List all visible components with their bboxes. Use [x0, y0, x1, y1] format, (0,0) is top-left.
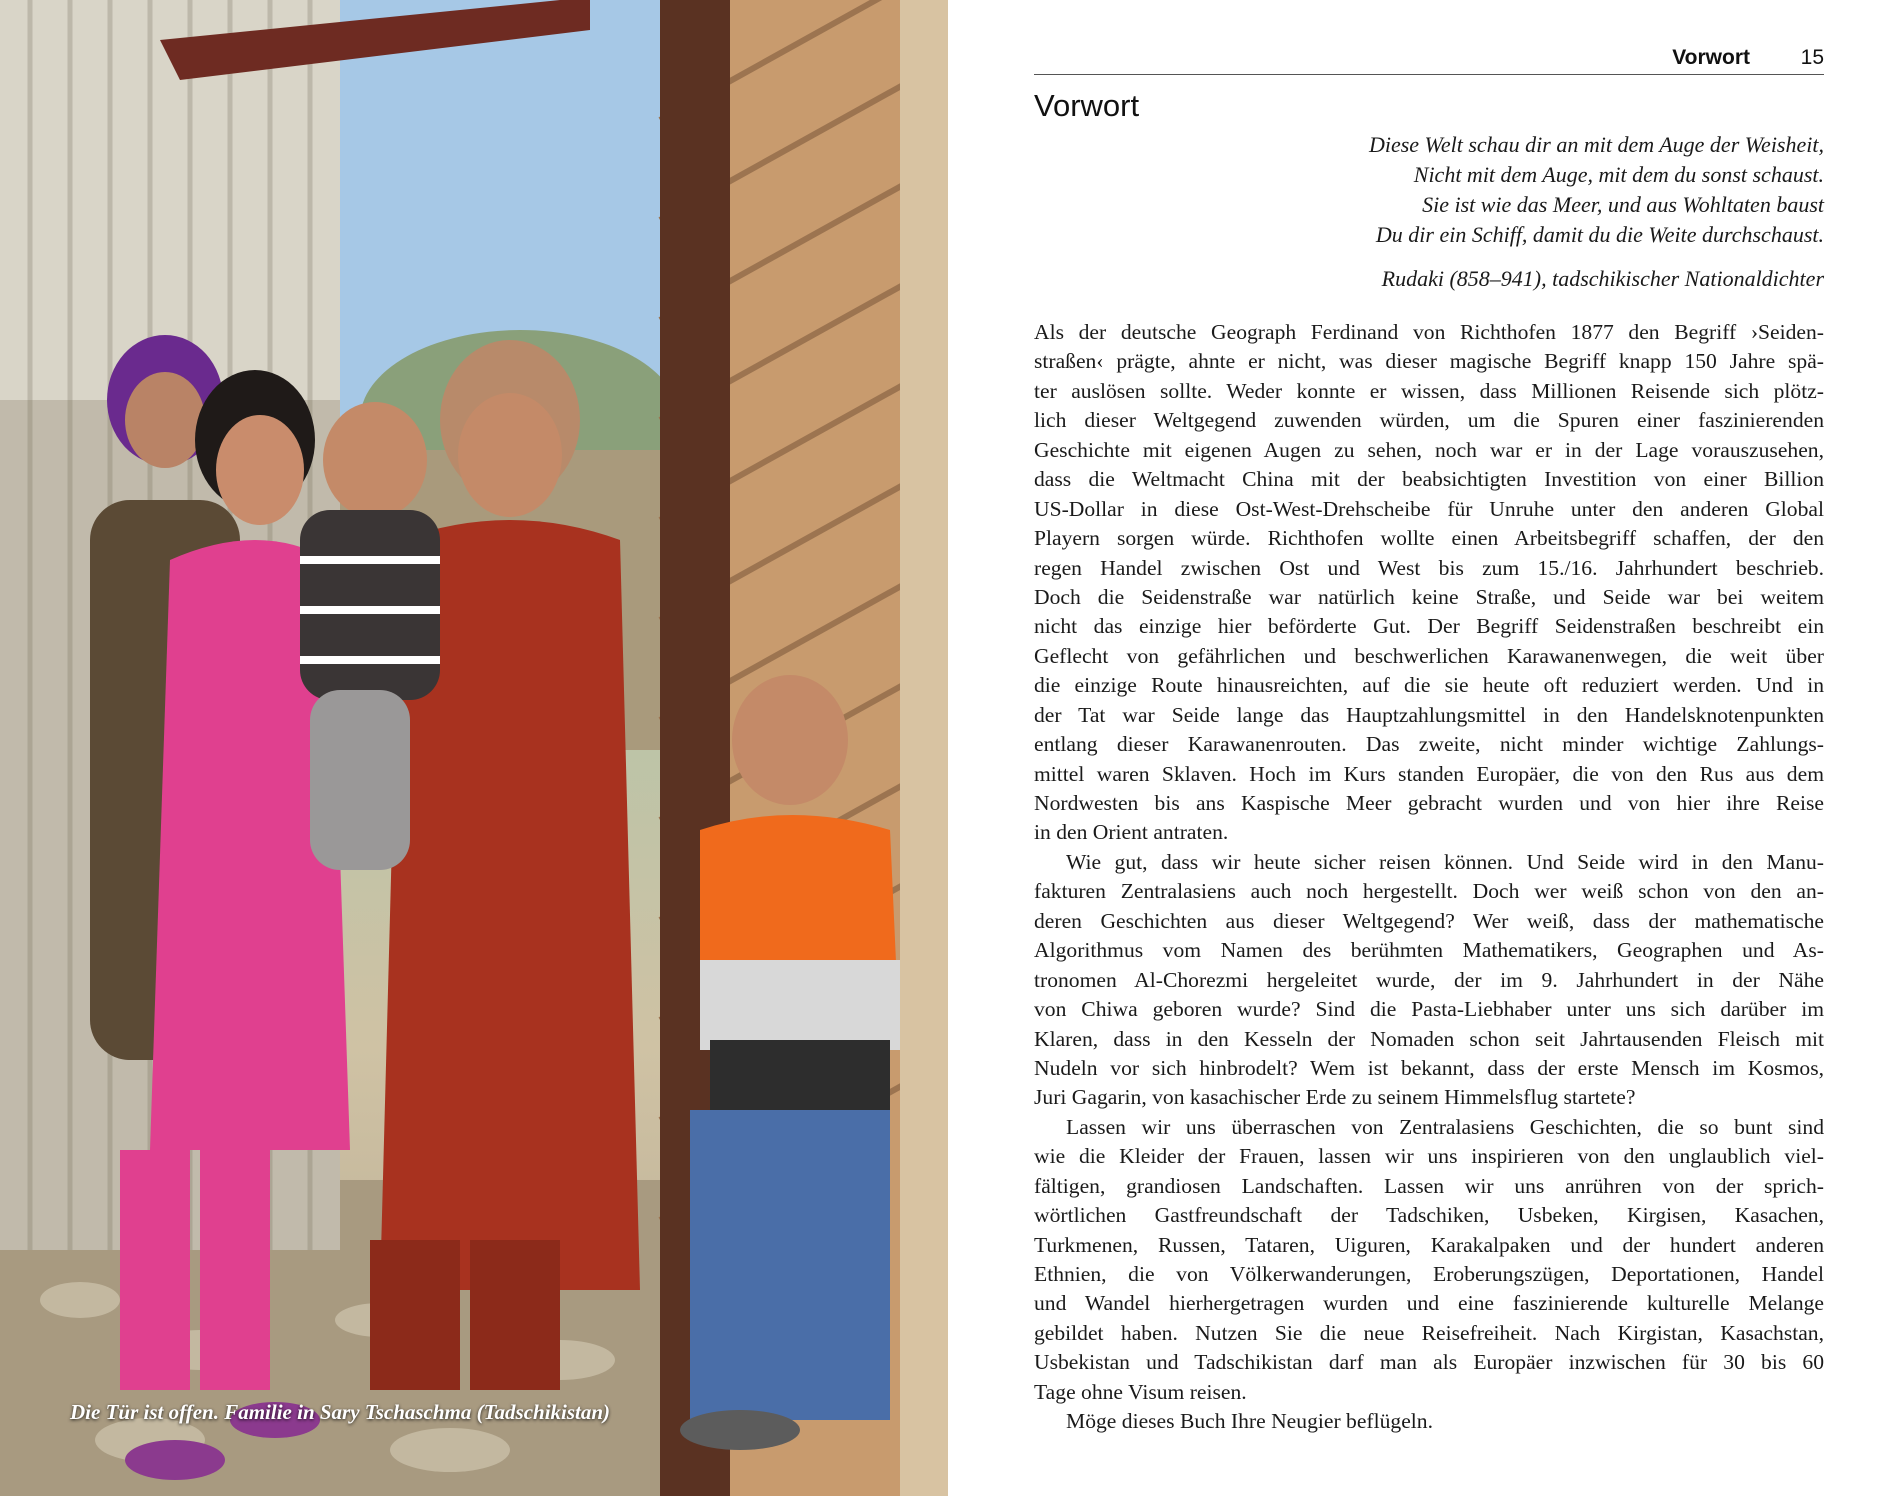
body-line: mittel waren Sklaven. Hoch im Kurs standen Europäer, die von den Rus aus dem — [1034, 761, 1824, 786]
motto-line: Diese Welt schau dir an mit dem Auge der Weisheit, — [1368, 132, 1824, 157]
body-line: Turkmenen, Russen, Tataren, Uiguren, Karakalpaken und der hundert anderen — [1034, 1232, 1824, 1257]
body-line: deren Geschichten aus dieser Weltgegend? Wer weiß, dass der mathematische — [1034, 908, 1824, 933]
body-line: Playern sorgen würde. Richthofen wollte einen Arbeitsbegriff schaffen, der den — [1034, 526, 1824, 551]
body-line: und Wandel hierhergetragen wurden und eine faszinierende kulturelle Melange — [1034, 1291, 1824, 1316]
body-line: Nordwesten bis ans Kaspische Meer gebracht wurden und von hier ihre Reise — [1034, 791, 1824, 815]
body-line: in den Orient antraten. — [1034, 820, 1229, 845]
body-line: nicht das einzige hier beförderte Gut. Der Begriff Seidenstraßen beschreibt ein — [1034, 614, 1824, 639]
body-line: Lassen wir uns überraschen von Zentralasiens Geschichten, die so bunt sind — [1066, 1114, 1824, 1139]
text-page — [1034, 0, 1824, 1496]
body-line: fältigen, grandiosen Landschaften. Lassen wir uns anrühren von der sprich- — [1034, 1173, 1824, 1198]
body-line: Als der deutsche Geograph Ferdinand von Richthofen 1877 den Begriff ›Seiden- — [1034, 320, 1824, 344]
motto-line: Nicht mit dem Auge, mit dem du sonst schaust. — [1413, 162, 1824, 187]
motto — [1034, 130, 1824, 250]
body-line: Doch die Seidenstraße war natürlich keine Straße, und Seide war bei weitem — [1034, 584, 1824, 609]
body-line: fakturen Zentralasiens auch noch hergestellt. Doch wer weiß schon von den an- — [1034, 879, 1824, 904]
body-text — [1034, 318, 1824, 1437]
page-number: 15 — [1800, 46, 1824, 69]
body-line: Geschichte mit eigenen Augen zu sehen, noch war er in der Lage vorauszusehen, — [1034, 437, 1824, 462]
body-line: Wie gut, dass wir heute sicher reisen können. Und Seide wird in den Manu- — [1066, 849, 1824, 874]
body-line: US-Dollar in diese Ost-West-Drehscheibe für Unruhe unter den anderen Global — [1034, 496, 1824, 521]
photo-caption: Die Tür ist offen. Familie in Sary Tschaschma (Tadschikistan) — [70, 1400, 611, 1424]
body-line: Algorithmus vom Namen des berühmten Mathematikers, Geographen und As- — [1034, 938, 1824, 963]
body-line: Möge dieses Buch Ihre Neugier beflügeln. — [1066, 1409, 1433, 1434]
body-line: Usbekistan und Tadschikistan darf man als Europäer inzwischen für 30 bis 60 — [1034, 1350, 1824, 1375]
body-line: Nudeln vor sich hinbrodelt? Wem ist bekannt, dass der erste Mensch im Kosmos, — [1034, 1055, 1824, 1080]
motto-line: Sie ist wie das Meer, und aus Wohltaten baust — [1422, 192, 1824, 217]
motto-line: Du dir ein Schiff, damit du die Weite durchschaust. — [1375, 222, 1824, 247]
body-line: ter auslösen sollte. Weder konnte er wissen, dass Millionen Reisende sich plötz- — [1034, 378, 1824, 403]
body-line: wie die Kleider der Frauen, lassen wir uns inspirieren von den unglaublich viel- — [1034, 1144, 1824, 1169]
running-head — [1034, 44, 1824, 75]
body-line: von Chiwa geboren wurde? Sind die Pasta-Liebhaber unter uns sich darüber im — [1034, 997, 1824, 1022]
body-line: Klaren, dass in den Kesseln der Nomaden schon seit Jahrtausenden Fleisch mit — [1034, 1026, 1824, 1051]
body-line: Tage ohne Visum reisen. — [1034, 1379, 1247, 1404]
body-line: straßen‹ prägte, ahnte er nicht, was dieser magische Begriff knapp 150 Jahre spä- — [1034, 349, 1824, 374]
body-line: Juri Gagarin, von kasachischer Erde zu seinem Himmelsflug startete? — [1034, 1085, 1636, 1110]
body-line: Geflecht von gefährlichen und beschwerlichen Karawanenwegen, die weit über — [1034, 643, 1824, 668]
body-line: Ethnien, die von Völkerwanderungen, Eroberungszügen, Deportationen, Handel — [1034, 1262, 1824, 1286]
body-line: die einzige Route hinausreichten, auf die sie heute oft reduziert werden. Und in — [1034, 673, 1824, 698]
body-line: dass die Weltmacht China mit der beabsichtigten Investition von einer Billion — [1034, 467, 1824, 492]
body-line: tronomen Al-Chorezmi hergeleitet wurde, der im 9. Jahrhundert in der Nähe — [1034, 967, 1824, 992]
body-line: der Tat war Seide lange das Hauptzahlungsmittel in den Handelsknotenpunkten — [1034, 702, 1824, 727]
body-line: lich dieser Weltgegend zuwenden würden, um die Spuren einer faszinierenden — [1034, 408, 1824, 433]
body-line: gebildet haben. Nutzen Sie die neue Reisefreiheit. Nach Kirgistan, Kasachstan, — [1034, 1320, 1824, 1345]
body-line: regen Handel zwischen Ost und West bis zum 15./16. Jahrhundert beschrieb. — [1034, 555, 1824, 580]
chapter-title: Vorwort — [1034, 88, 1140, 123]
running-head-title: Vorwort — [1672, 46, 1750, 69]
body-line: entlang dieser Karawanenrouten. Das zweite, nicht minder wichtige Zahlungs- — [1034, 732, 1824, 757]
body-line: wörtlichen Gastfreundschaft der Tadschiken, Usbeken, Kirgisen, Kasachen, — [1034, 1203, 1824, 1228]
motto-attribution: Rudaki (858–941), tadschikischer Nationaldichter — [1381, 266, 1824, 291]
